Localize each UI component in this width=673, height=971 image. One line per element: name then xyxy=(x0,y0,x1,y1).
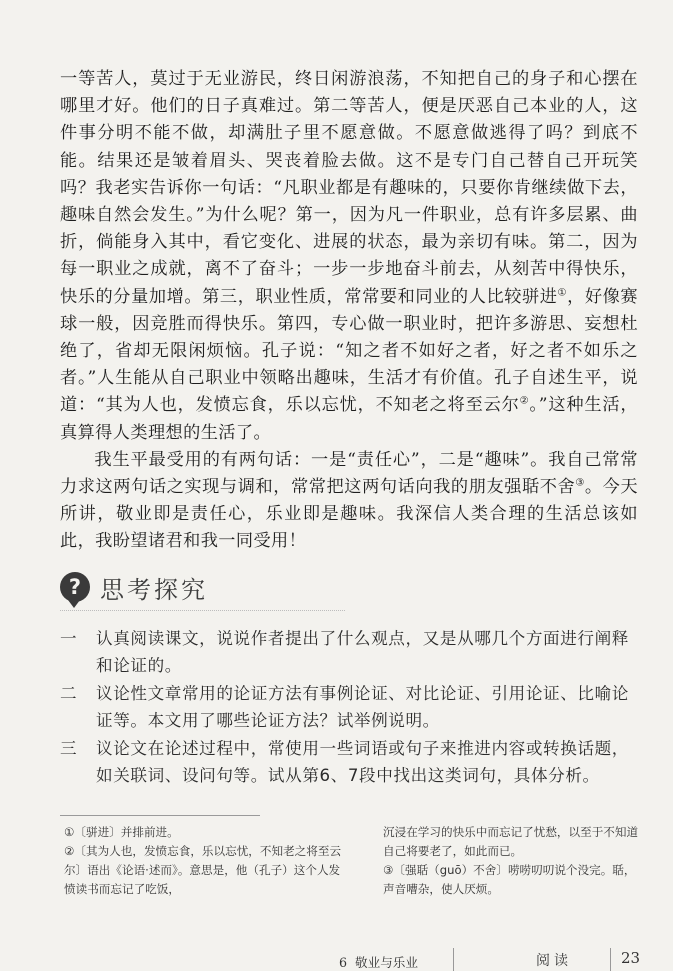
unit-label xyxy=(339,952,418,971)
main-text xyxy=(60,66,638,556)
paragraph-1-text: 一等苦人，莫过于无业游民，终日闲游浪荡，不知把自己的身子和心摆在哪里才好。他们的日子真难过。第二等苦人，便是厌恶自己本业的人，这件事分明不能不做，却满肚子里不愿意做。不愿意做逃得了吗？到底不能。结果还是皱着眉头、哭丧着脸去做。这不是专门自己替自己开玩笑吗？我老实告诉你一句话：“凡职业都是有趣味的，只要你肯继续做下去，趣味自然会发生。”为什么呢？第一，因为凡一件职业，总有许多层累、曲折，倘能身入其中，看它变化、进展的状态，最为亲切有味。第二，因为每一职业之成就，离不了奋斗；一步一步地奋斗前去，从刻苦中得快乐，快乐的分量加增。第三，职业性质，常常要和同业的人比较骈进 xyxy=(60,69,638,307)
paragraph-1 xyxy=(60,66,638,447)
footnote-marker-3[interactable]: ③ xyxy=(575,477,585,489)
paragraph-2-text-end: 。今天所讲，敬业即是责任心，乐业即是趣味。我深信人类合理的生活总该如此，我盼望诸君和我一同受用！ xyxy=(60,477,638,552)
question-text: 议论文在论述过程中，常使用一些词语或句子来推进内容或转换话题，如关联词、设问句等。试从第6、7段中找出这类词句，具体分析。 xyxy=(96,738,630,786)
section-title: 思考探究 xyxy=(100,575,208,604)
footnote-1: ①〔骈进〕并排前进。 xyxy=(64,825,179,839)
paragraph-2 xyxy=(60,447,638,556)
footnote-3: ③〔强聒（guō）不舍〕唠唠叨叨说个没完。聒，声音嘈杂，使人厌烦。 xyxy=(383,863,636,896)
question-number: 三 xyxy=(60,738,78,758)
question-text: 议论性文章常用的论证方法有事例论证、对比论证、引用论证、比喻论证等。本文用了哪些论证方法？试举例说明。 xyxy=(96,683,630,731)
question-item xyxy=(60,735,638,790)
question-text: 认真阅读课文，说说作者提出了什么观点，又是从哪几个方面进行阐释和论证的。 xyxy=(96,629,630,676)
footnote-marker-1[interactable]: ① xyxy=(557,286,568,298)
footnote-column-left xyxy=(64,823,344,899)
unit-number: 6 xyxy=(339,955,348,970)
footnote-2: ②〔其为人也，发愤忘食，乐以忘忧，不知老之将至云尔〕语出《论语·述而》。意思是，他（孔子）这个人发愤读书而忘记了吃饭， xyxy=(64,844,342,896)
section-header xyxy=(60,563,208,611)
paragraph-1-text-cont: ，好像赛球一般，因竞胜而得快乐。第四，专心做一职业时，把许多游思、妄想杜绝了，省却无限闲烦恼。孔子说：“知之者不如好之者，好之者不如乐之者。”人生能从自己职业中领略出趣味，生活才有价值。孔子自述生平，说道：“其为人也，发愤忘食，乐以忘忧，不知老之将至云尔 xyxy=(60,286,638,416)
footnote-column-right xyxy=(383,823,645,899)
footnote-divider xyxy=(60,815,260,816)
question-list xyxy=(60,625,638,789)
unit-title: 敬业与乐业 xyxy=(355,955,418,970)
question-number: 一 xyxy=(60,629,78,648)
footnote-2-continued: 沉浸在学习的快乐中而忘记了忧愁，以至于不知道自己将要老了，如此而已。 xyxy=(383,825,639,858)
question-item xyxy=(60,625,638,680)
page-footer xyxy=(0,948,673,971)
paragraph-1-text-end: 。”这种生活，真算得人类理想的生活了。 xyxy=(60,395,638,443)
question-mark-icon: ? xyxy=(60,572,90,602)
footer-section: 阅读 xyxy=(536,953,572,969)
section-divider xyxy=(60,610,345,625)
question-number: 二 xyxy=(60,683,78,703)
footnote-marker-2[interactable]: ② xyxy=(519,395,530,407)
paragraph-2-text: 我生平最受用的有两句话：一是“责任心”，二是“趣味”。我自己常常力求这两句话之实现与调和，常常把这两句话向我的朋友强聒不舍 xyxy=(60,449,638,498)
footer-divider xyxy=(453,948,454,971)
footer-divider xyxy=(610,948,611,971)
question-item xyxy=(60,680,638,735)
page-number: 23 xyxy=(621,949,641,967)
